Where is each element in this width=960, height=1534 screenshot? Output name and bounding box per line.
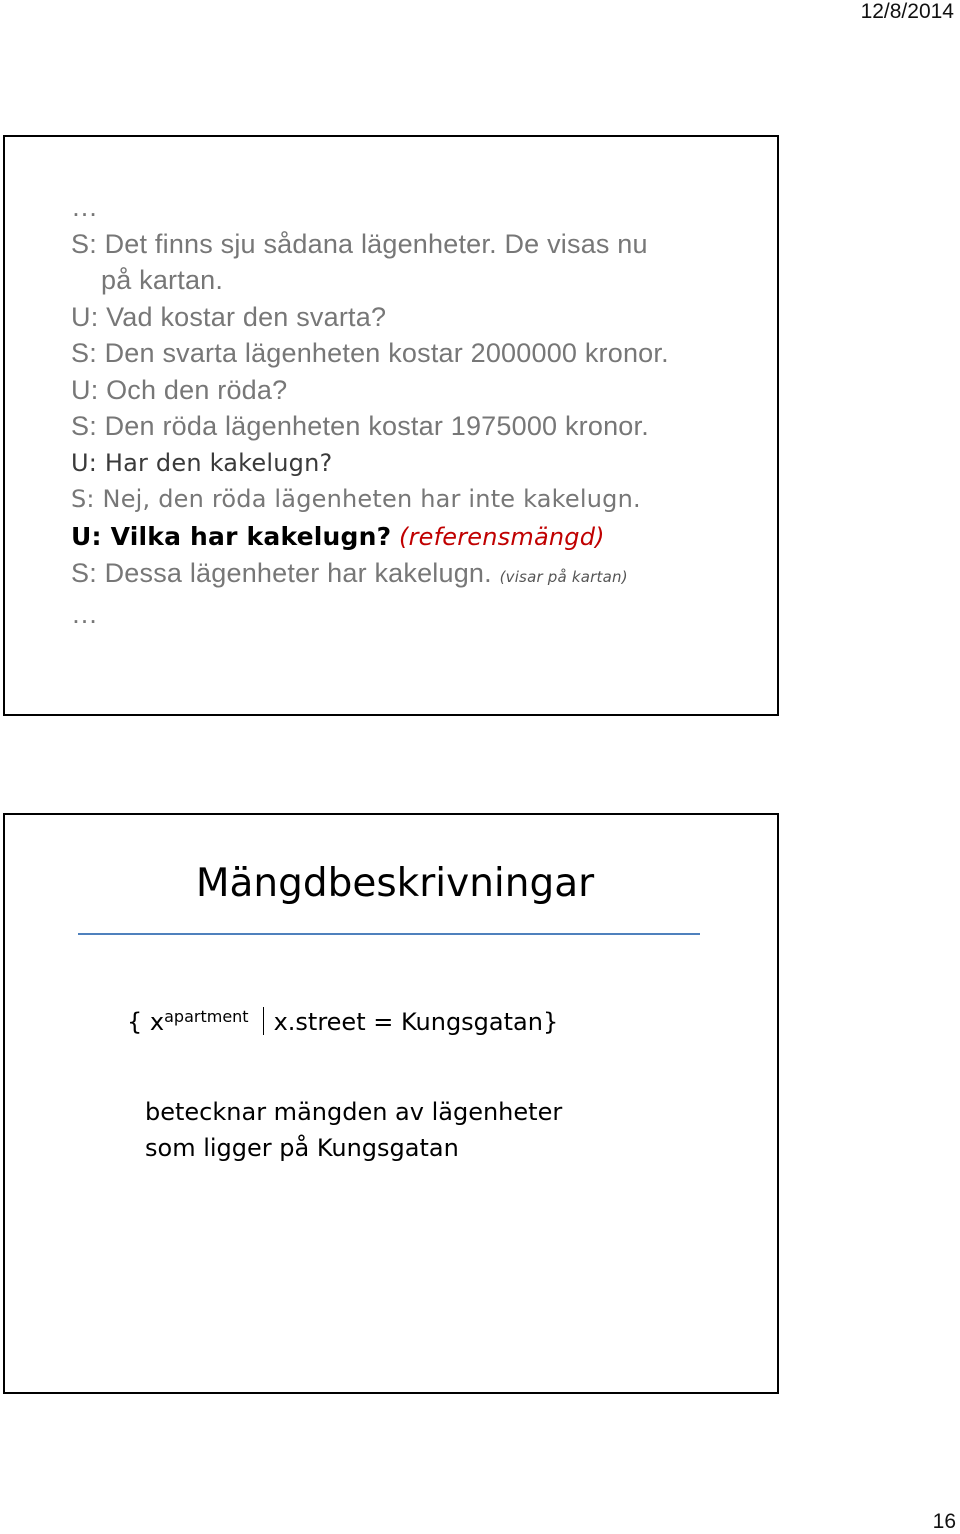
dialogue-line-6: S: Den röda lägenheten kostar 1975000 kronor. bbox=[71, 411, 649, 441]
answer-text: S: Dessa lägenheter har kakelugn. bbox=[71, 558, 492, 588]
question-bold: U: Vilka har kakelugn? bbox=[71, 521, 392, 551]
dialogue-line-7: U: Har den kakelugn? bbox=[71, 448, 333, 477]
slide-dialogue bbox=[3, 135, 779, 716]
dialogue-line-ellipsis-start: … bbox=[71, 192, 99, 222]
title-divider bbox=[78, 933, 700, 935]
dialogue-line-2: på kartan. bbox=[101, 265, 224, 295]
set-open: { x bbox=[127, 1008, 165, 1036]
slide-title: Mängdbeskrivningar bbox=[195, 861, 595, 906]
dialogue-line-4: S: Den svarta lägenheten kostar 2000000 kronor. bbox=[71, 338, 669, 368]
set-superscript: apartment bbox=[164, 1007, 249, 1026]
dialogue-line-question bbox=[71, 518, 761, 556]
slide-set-descriptions bbox=[3, 813, 779, 1394]
dialogue-line-3: U: Vad kostar den svarta? bbox=[71, 301, 387, 332]
dialogue-line-1: S: Det finns sju sådana lägenheter. De visas nu bbox=[71, 228, 648, 259]
dialogue-line-8: S: Nej, den röda lägenheten har inte kakelugn. bbox=[71, 485, 641, 513]
question-note: (referensmängd) bbox=[399, 522, 605, 551]
dialogue-line-ellipsis-end: … bbox=[71, 598, 99, 629]
dialogue-line-5: U: Och den röda? bbox=[71, 374, 288, 405]
answer-note: (visar på kartan) bbox=[499, 568, 628, 586]
set-notation bbox=[127, 1007, 558, 1036]
set-description bbox=[145, 1094, 562, 1166]
description-line-2: som ligger på Kungsgatan bbox=[145, 1134, 459, 1162]
dialogue-line-answer bbox=[71, 555, 761, 596]
page-date: 12/8/2014 bbox=[860, 0, 954, 23]
set-bar bbox=[263, 1007, 264, 1035]
dialogue-text bbox=[71, 189, 761, 632]
page-number: 16 bbox=[932, 1510, 956, 1533]
set-condition: x.street = Kungsgatan} bbox=[273, 1008, 559, 1036]
description-line-1: betecknar mängden av lägenheter bbox=[145, 1098, 563, 1126]
